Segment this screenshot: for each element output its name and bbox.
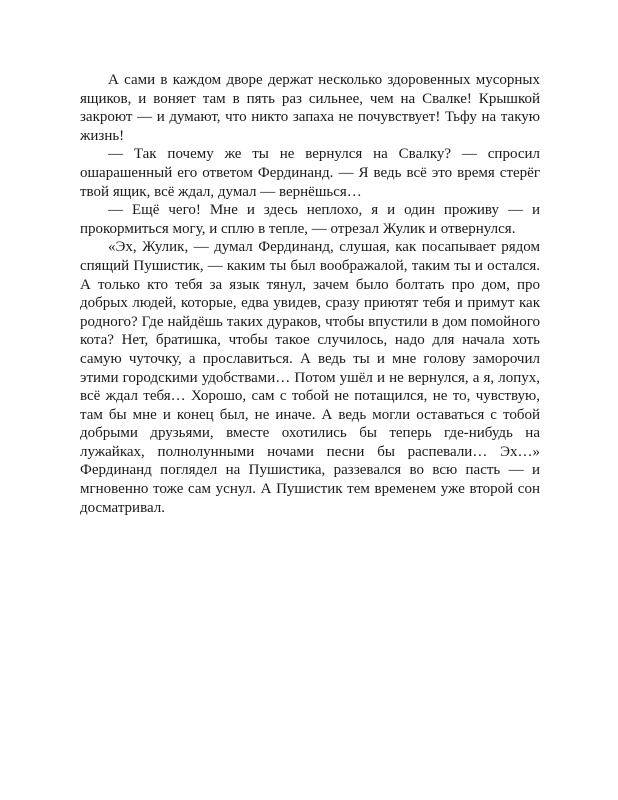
body-text [80, 71, 540, 517]
paragraph: «Эх, Жулик, — думал Фердинанд, слушая, как посапывает рядом спящий Пушистик, — каким ты был воображалой, таким ты и остался. А только кто тебя за язык тянул, зачем было болтать про дом, про добрых людей, которые, едва увидев, сразу приютят тебя и примут как родного? Где найдёшь таких дураков, чтобы впустили в дом помойного кота? Нет, братишка, чтобы такое случилось, надо для начала хоть самую чуточку, а прославиться. А ведь ты и мне голову заморочил этими городскими удобствами… Потом ушёл и не вернулся, а я, лопух, всё ждал тебя… Хорошо, сам с тобой не потащился, не то, чувствую, там бы мне и конец был, не иначе. А ведь могли оставаться с тобой добрыми друзьями, вместе охотились бы теперь где-нибудь на лужайках, полнолунными ночами песни бы распевали… Эх…» Фердинанд поглядел на Пушистика, раззевался во всю пасть — и мгновенно тоже сам уснул. А Пушистик тем временем уже второй сон досматривал. [80, 239, 540, 516]
paragraph: — Так почему же ты не вернулся на Свалку? — спросил ошарашенный его ответом Фердинанд. — Я ведь всё это время стерёг твой ящик, всё ждал, думал — вернёшься… [80, 146, 540, 200]
paragraph: — Ещё чего! Мне и здесь неплохо, я и один проживу — и прокормиться могу, и сплю в тепле, — отрезал Жулик и отвернулся. [80, 202, 540, 237]
paragraph: А сами в каждом дворе держат несколько здоровенных мусорных ящиков, и воняет там в пять раз сильнее, чем на Свалке! Крышкой закроют — и думают, что никто запаха не почувствует! Тьфу на такую жизнь! [80, 72, 540, 144]
